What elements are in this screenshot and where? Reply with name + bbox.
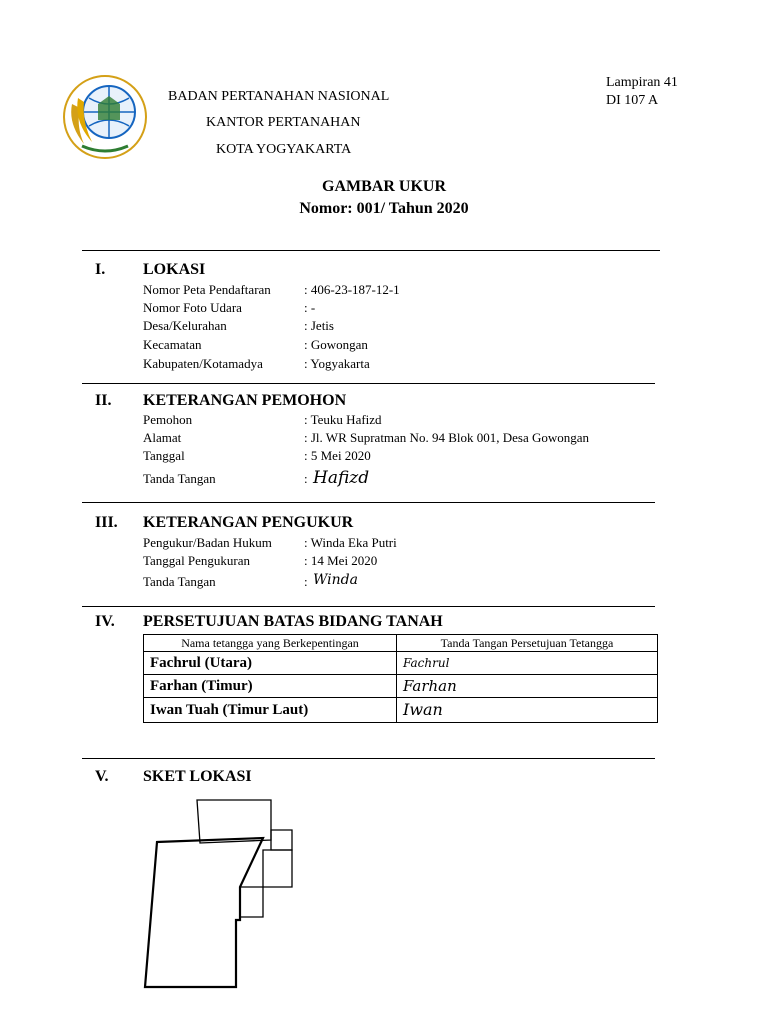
neighbor-name: Fachrul (Utara) [144,652,397,675]
field-label: Kecamatan [143,337,202,352]
table-row [144,698,658,723]
neighbor-signature-cell [397,652,658,675]
divider [82,758,655,759]
sketch-parcel-east-lower [240,887,263,917]
section-4-number: IV. [95,613,115,630]
field-value: : Winda Eka Putri [304,535,397,550]
field-value: : Jl. WR Supratman No. 94 Blok 001, Desa Gowongan [304,430,590,445]
neighbor-signature: Farhan [403,676,457,695]
field-value: : [304,574,308,589]
table-row [144,652,658,675]
neighbor-signature-cell [397,698,658,723]
field-value: : 5 Mei 2020 [304,448,371,463]
field-label: Desa/Kelurahan [143,318,227,333]
doc-number: Nomor: 001/ Tahun 2020 [299,200,469,217]
column-header: Tanda Tangan Persetujuan Tetangga [397,635,658,652]
divider [82,606,655,607]
table-row [144,675,658,698]
field-value: : [304,471,308,486]
field-label: Nomor Foto Udara [143,300,242,315]
field-value: : Jetis [304,318,334,333]
column-header: Nama tetangga yang Berkepentingan [144,635,397,652]
doc-title: GAMBAR UKUR [322,178,446,195]
sketch-parcel-north [197,800,271,843]
location-sketch [140,795,310,995]
section-5-title: SKET LOKASI [143,768,252,785]
field-label: Kabupaten/Kotamadya [143,356,263,371]
section-2-title: KETERANGAN PEMOHON [143,392,347,409]
neighbor-signature-cell [397,675,658,698]
office-name: KANTOR PERTANAHAN [206,115,361,130]
field-value: : - [304,300,316,315]
field-value: : Gowongan [304,337,368,352]
section-3-title: KETERANGAN PENGUKUR [143,514,354,531]
divider [82,250,660,251]
neighbor-signature: Fachrul [403,656,450,670]
section-3-number: III. [95,514,118,531]
section-2-number: II. [95,392,112,409]
applicant-signature: Hafizd [313,468,370,488]
surveyor-signature: Winda [313,572,358,588]
sketch-parcel-east [263,850,292,887]
city-name: KOTA YOGYAKARTA [216,142,352,157]
agency-name: BADAN PERTANAHAN NASIONAL [168,89,390,104]
field-label: Nomor Peta Pendaftaran [143,282,271,297]
field-label: Tanggal [143,448,185,463]
field-value: : 406-23-187-12-1 [304,282,400,297]
field-label: Tanda Tangan [143,471,216,486]
field-value: : Yogyakarta [304,356,370,371]
divider [82,502,655,503]
divider [82,383,655,384]
sketch-parcel-main [145,838,263,987]
neighbor-name: Farhan (Timur) [144,675,397,698]
neighbor-signature: Iwan [403,700,443,719]
section-4-title: PERSETUJUAN BATAS BIDANG TANAH [143,613,443,630]
neighbor-name: Iwan Tuah (Timur Laut) [144,698,397,723]
field-label: Alamat [143,430,182,445]
neighbor-consent-table [143,634,658,723]
bpn-logo [62,74,148,160]
lampiran-label: Lampiran 41 [606,75,678,90]
field-label: Pengukur/Badan Hukum [143,535,272,550]
field-label: Pemohon [143,412,193,427]
table-header-row [144,635,658,652]
section-1-title: LOKASI [143,261,206,278]
section-5-number: V. [95,768,109,785]
sketch-parcel-east-small [271,830,292,850]
field-label: Tanda Tangan [143,574,216,589]
field-label: Tanggal Pengukuran [143,553,251,568]
field-value: : 14 Mei 2020 [304,553,378,568]
field-value: : Teuku Hafizd [304,412,382,427]
di-code: DI 107 A [606,93,659,108]
section-1-number: I. [95,261,106,278]
